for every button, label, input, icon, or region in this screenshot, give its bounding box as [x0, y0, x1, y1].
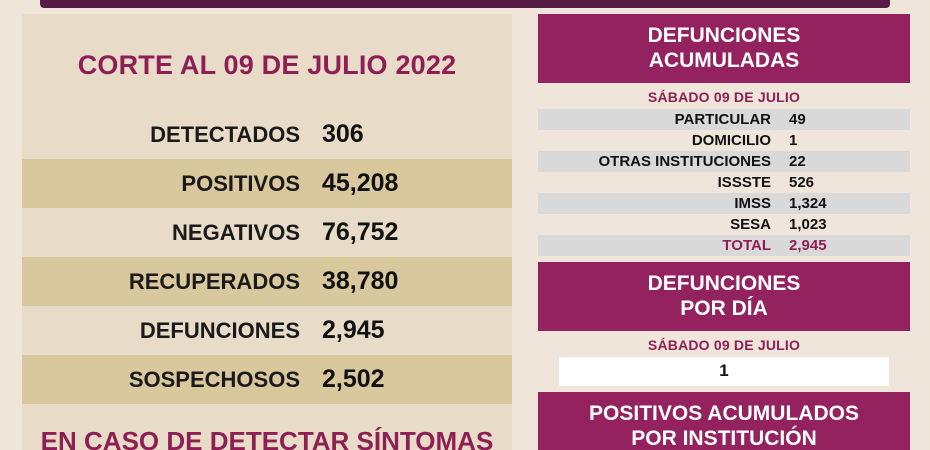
table-row	[22, 208, 512, 257]
positives-by-institution-title-line2: POR INSTITUCIÓN	[631, 427, 817, 450]
row-label: RECUPERADOS	[128, 268, 300, 294]
row-value: 38,780	[322, 267, 399, 295]
top-bar-accent	[40, 0, 890, 8]
summary-rows	[22, 110, 512, 404]
deaths-accumulated-title-line1: DEFUNCIONES	[647, 24, 801, 47]
table-row-total	[538, 235, 910, 256]
cutoff-date-title: CORTE AL 09 DE JULIO 2022	[77, 50, 457, 80]
table-row	[22, 306, 512, 355]
row-label: NEGATIVOS	[172, 219, 300, 245]
positives-by-institution-header	[538, 392, 910, 450]
row-value: 526	[789, 174, 815, 191]
table-row	[538, 130, 910, 151]
deaths-accumulated-title-line2: ACUMULADAS	[648, 49, 800, 72]
table-row	[22, 110, 512, 159]
row-value: 1,023	[789, 216, 827, 233]
deaths-per-day-title-line1: DEFUNCIONES	[647, 272, 801, 295]
table-row	[22, 159, 512, 208]
deaths-per-day-value-wrap	[538, 357, 910, 386]
row-value: 45,208	[322, 169, 399, 197]
row-value: 1	[789, 132, 798, 149]
row-value: 76,752	[322, 218, 399, 246]
summary-panel	[22, 14, 512, 450]
deaths-accumulated-subhead: SÁBADO 09 DE JULIO	[647, 89, 801, 105]
row-value: 1,324	[789, 195, 827, 212]
deaths-per-day-value: 1	[559, 357, 889, 386]
row-value: 22	[789, 153, 806, 170]
deaths-per-day-title-line2: POR DÍA	[680, 297, 768, 320]
table-row	[538, 193, 910, 214]
row-label: OTRAS INSTITUCIONES	[598, 153, 771, 170]
deaths-per-day-subhead: SÁBADO 09 DE JULIO	[647, 337, 801, 353]
positives-by-institution-title-line1: POSITIVOS ACUMULADOS	[589, 402, 859, 425]
row-value: 306	[322, 120, 364, 148]
row-value: 2,945	[789, 237, 827, 254]
top-bar	[0, 0, 930, 10]
deaths-accumulated-header	[538, 14, 910, 83]
row-label: SOSPECHOSOS	[128, 366, 300, 392]
row-label: SESA	[730, 216, 771, 233]
row-label: DOMICILIO	[691, 132, 771, 149]
table-row	[538, 214, 910, 235]
table-row	[538, 172, 910, 193]
table-row	[538, 109, 910, 130]
table-row	[22, 257, 512, 306]
row-label: DEFUNCIONES	[139, 317, 300, 343]
row-label: PARTICULAR	[674, 111, 771, 128]
row-label: DETECTADOS	[150, 121, 300, 147]
row-label: ISSSTE	[717, 174, 771, 191]
row-value: 2,945	[322, 316, 385, 344]
table-row	[22, 355, 512, 404]
table-row	[538, 151, 910, 172]
row-value: 2,502	[322, 365, 385, 393]
row-label: TOTAL	[722, 237, 771, 254]
symptoms-footer: EN CASO DE DETECTAR SÍNTOMAS	[40, 426, 494, 450]
row-value: 49	[789, 111, 806, 128]
deaths-accumulated-table	[538, 109, 910, 256]
deaths-per-day-header	[538, 262, 910, 331]
right-column	[538, 14, 910, 450]
row-label: POSITIVOS	[181, 170, 300, 196]
row-label: IMSS	[734, 195, 771, 212]
